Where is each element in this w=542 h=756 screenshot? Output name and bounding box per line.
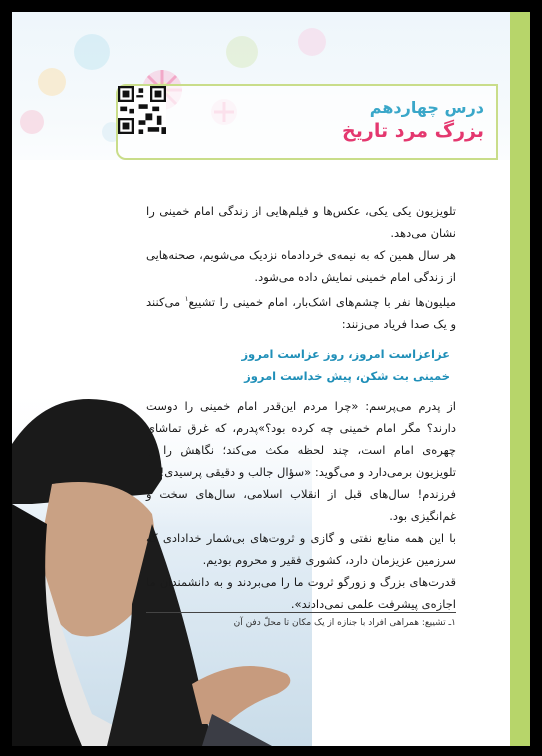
paragraph: قدرت‌های بزرگ و زورگو ثروت ما را می‌بردند و به دانشمندان ما اجازه‌ی پیشرفت علمی نمی‌دادند». (146, 574, 456, 611)
lesson-number: درس چهاردهم (369, 98, 484, 117)
header-band (12, 12, 510, 160)
lesson-title-box (116, 84, 498, 160)
verse-line: خمینی بت شکن، پیش خداست امروز (244, 368, 450, 383)
paragraph: فرزندم! سال‌های قبل از انقلاب اسلامی، سال‌های سخت و غم‌انگیزی بود. (146, 486, 456, 523)
slogan-verse (146, 343, 456, 387)
paragraph: با این همه منابع نفتی و گازی و ثروت‌های بی‌شمار خدادادی که سرزمین عزیزمان دارد، کشوری فقیر و محروم بودیم. (146, 530, 456, 567)
verse-line: عزاعزاست امروز، روز عزاست امروز (241, 346, 450, 361)
side-accent-bar (510, 12, 530, 746)
paragraph: از پدرم می‌پرسم: «چرا مردم این‌قدر امام خمینی را دوست دارند؟ مگر امام خمینی چه کرده بود؟»پدرم، که غرق تماشای چهره‌ی امام است، چند لحظه مکث می‌کند؛ نگاهش را از تلویزیون برمی‌دارد و می‌گوید: «سؤال جالب و دقیقی پرسیدی! (146, 398, 456, 479)
qr-code-icon[interactable] (118, 86, 166, 134)
lesson-text (146, 200, 456, 615)
paragraph: میلیون‌ها نفر با چشم‌های اشک‌بار، امام خمینی را تشییع$^۱$ می‌کنند و یک صدا فریاد می‌زنند: (146, 294, 457, 331)
textbook-page (12, 12, 530, 746)
paragraph: تلویزیون یکی یکی، عکس‌ها و فیلم‌هایی از زندگی امام خمینی را نشان می‌دهد. (146, 204, 456, 240)
footnote-marker: ۱ (184, 295, 189, 303)
paragraph: هر سال همین که به نیمه‌ی خردادماه نزدیک می‌شویم، صحنه‌هایی از زندگی امام خمینی نمایش داده می‌شود. (146, 248, 456, 284)
footnote: ۱ـ تشییع: همراهی افراد با جنازه از یک مکان تا محلّ دفن آن (233, 618, 456, 628)
footnote-divider (146, 612, 456, 613)
lesson-title: بزرگ مرد تاریخ (342, 120, 484, 142)
